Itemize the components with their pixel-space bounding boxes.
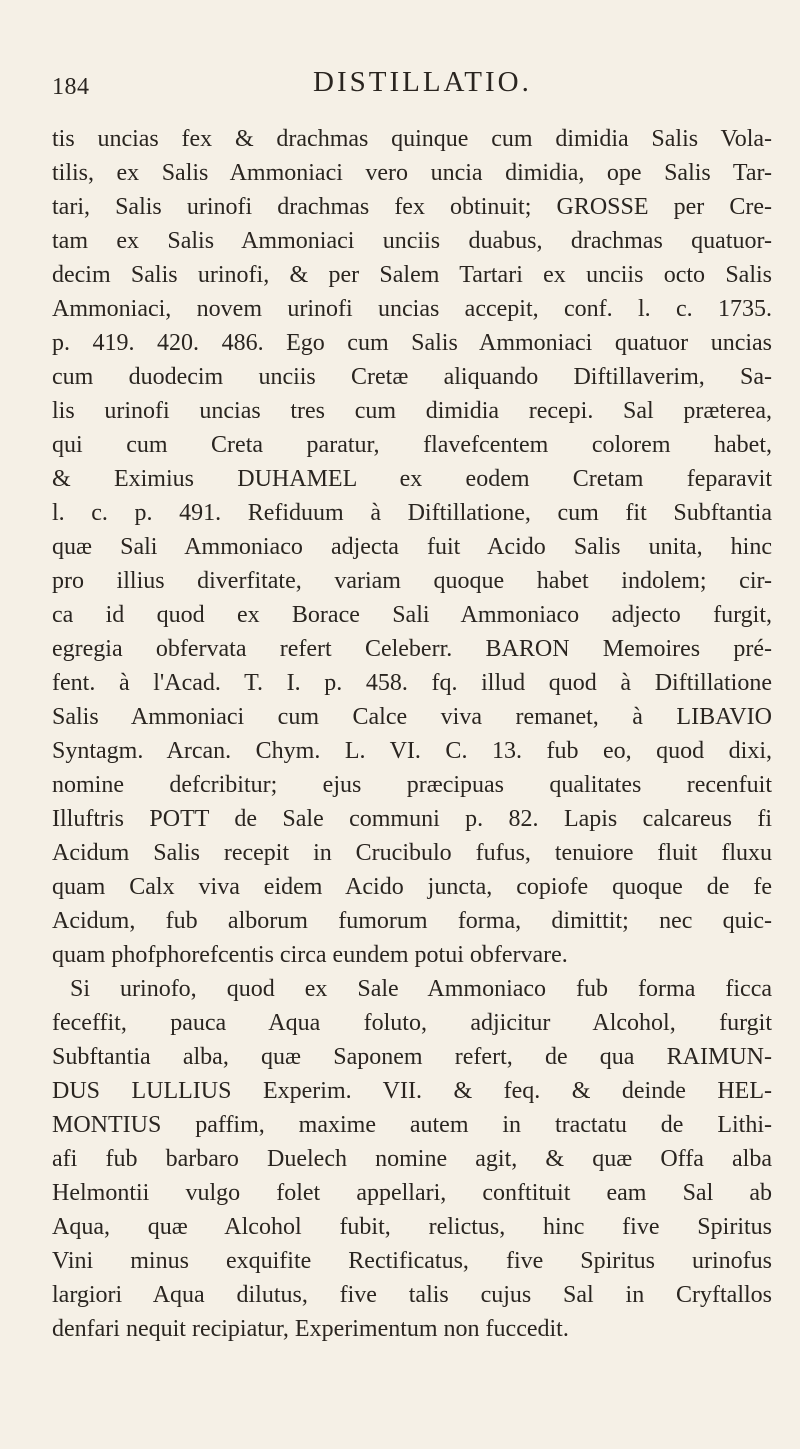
text-line: tis uncias fex & drachmas quinque cum dimidia Salis Vola-	[52, 126, 772, 152]
text-line: afi fub barbaro Duelech nomine agit, & quæ Offa alba	[52, 1146, 772, 1172]
text-line: ca id quod ex Borace Sali Ammoniaco adjecto furgit,	[52, 602, 772, 628]
text-line: denfari nequit recipiatur, Experimentum non fuccedit.	[52, 1316, 569, 1342]
text-line: feceffit, pauca Aqua foluto, adjicitur Alcohol, furgit	[52, 1010, 772, 1036]
text-line: MONTIUS paffim, maxime autem in tractatu de Lithi-	[52, 1112, 772, 1138]
running-title: DISTILLATIO.	[313, 66, 532, 98]
text-line: fent. à l'Acad. T. I. p. 458. fq. illud quod à Diftillatione	[52, 670, 772, 696]
text-line: tari, Salis urinofi drachmas fex obtinuit; GROSSE per Cre-	[52, 194, 772, 220]
text-line: Acidum Salis recepit in Crucibulo fufus, tenuiore fluit fluxu	[52, 840, 772, 866]
text-line: Syntagm. Arcan. Chym. L. VI. C. 13. fub eo, quod dixi,	[52, 738, 772, 764]
text-line: Vini minus exquifite Rectificatus, five Spiritus urinofus	[52, 1248, 772, 1274]
text-line: Ammoniaci, novem urinofi uncias accepit, conf. l. c. 1735.	[52, 296, 772, 322]
text-line: cum duodecim unciis Cretæ aliquando Diftillaverim, Sa-	[52, 364, 772, 390]
page-header	[0, 62, 800, 112]
text-line: decim Salis urinofi, & per Salem Tartari ex unciis octo Salis	[52, 262, 772, 288]
text-line: Subftantia alba, quæ Saponem refert, de qua RAIMUN-	[52, 1044, 772, 1070]
text-line: tilis, ex Salis Ammoniaci vero uncia dimidia, ope Salis Tar-	[52, 160, 772, 186]
text-line: quæ Sali Ammoniaco adjecta fuit Acido Salis unita, hinc	[52, 534, 772, 560]
text-line: Illuftris POTT de Sale communi p. 82. Lapis calcareus fi	[52, 806, 772, 832]
text-line: Salis Ammoniaci cum Calce viva remanet, à LIBAVIO	[52, 704, 772, 730]
text-line: pro illius diverfitate, variam quoque habet indolem; cir-	[52, 568, 772, 594]
text-line: largiori Aqua dilutus, five talis cujus Sal in Cryftallos	[52, 1282, 772, 1308]
text-line: Acidum, fub alborum fumorum forma, dimittit; nec quic-	[52, 908, 772, 934]
text-line: tam ex Salis Ammoniaci unciis duabus, drachmas quatuor-	[52, 228, 772, 254]
page-number: 184	[52, 74, 90, 100]
text-line: quam Calx viva eidem Acido juncta, copiofe quoque de fe	[52, 874, 772, 900]
text-line: p. 419. 420. 486. Ego cum Salis Ammoniaci quatuor uncias	[52, 330, 772, 356]
text-line: Aqua, quæ Alcohol fubit, relictus, hinc five Spiritus	[52, 1214, 772, 1240]
text-line: qui cum Creta paratur, flavefcentem colorem habet,	[52, 432, 772, 458]
text-line: DUS LULLIUS Experim. VII. & feq. & deinde HEL-	[52, 1078, 772, 1104]
text-line: quam phofphorefcentis circa eundem potui obfervare.	[52, 942, 568, 968]
text-line: & Eximius DUHAMEL ex eodem Cretam feparavit	[52, 466, 772, 492]
text-line: nomine defcribitur; ejus præcipuas qualitates recenfuit	[52, 772, 772, 798]
body-text	[52, 122, 772, 1346]
text-line: Helmontii vulgo folet appellari, conftituit eam Sal ab	[52, 1180, 772, 1206]
text-line: egregia obfervata refert Celeberr. BARON Memoires pré-	[52, 636, 772, 662]
text-line: lis urinofi uncias tres cum dimidia recepi. Sal præterea,	[52, 398, 772, 424]
text-line: l. c. p. 491. Refiduum à Diftillatione, cum fit Subftantia	[52, 500, 772, 526]
text-line: Si urinofo, quod ex Sale Ammoniaco fub forma ficca	[70, 976, 772, 1002]
